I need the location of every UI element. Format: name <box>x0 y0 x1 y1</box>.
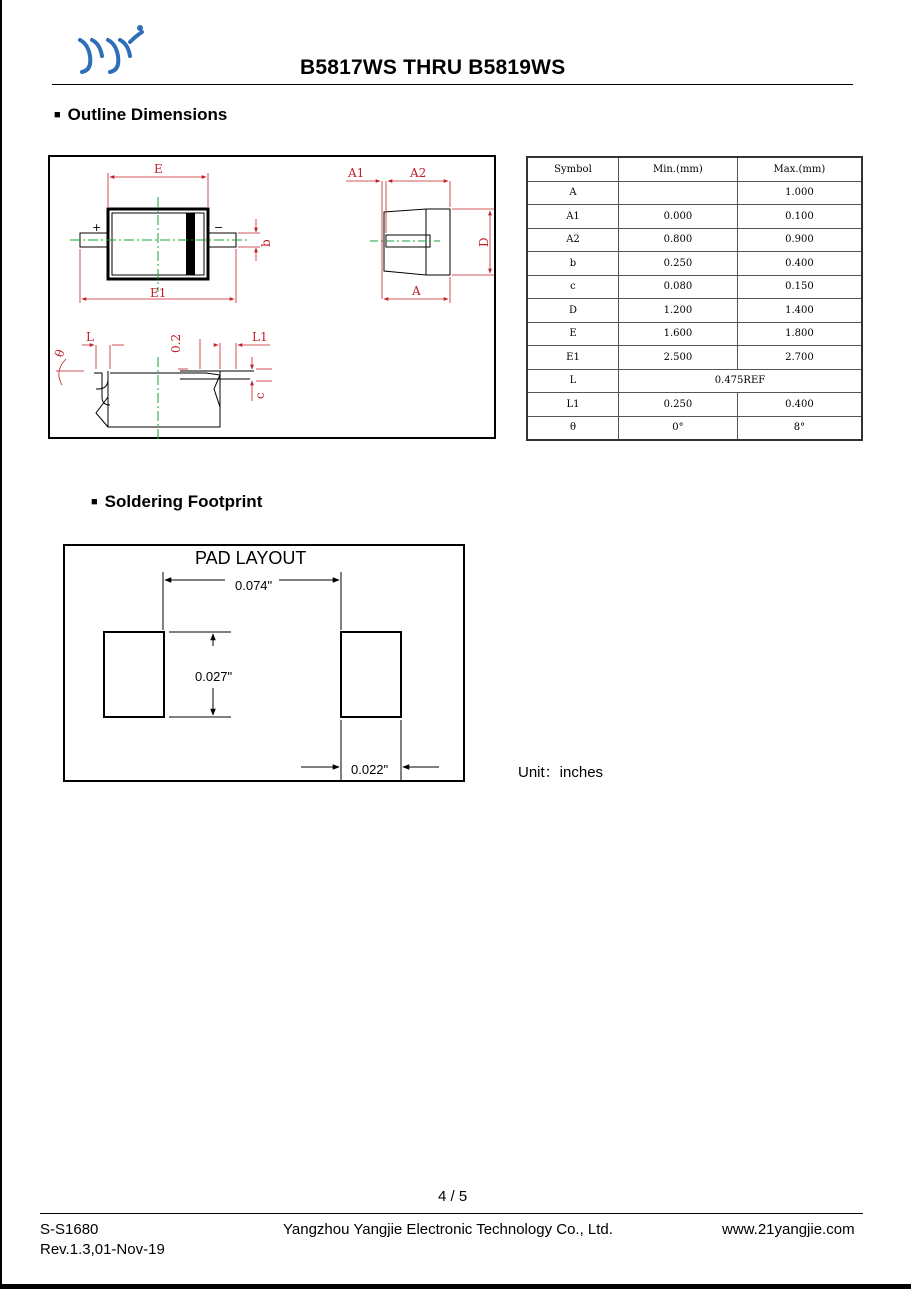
cell-min: 0.080 <box>618 275 737 299</box>
dim-L1-label: L1 <box>252 330 268 344</box>
header-max: Max.(mm) <box>737 157 862 181</box>
dim-theta-label: θ <box>52 347 68 360</box>
website-link[interactable]: www.21yangjie.com <box>722 1221 855 1238</box>
bullet-square-icon: ■ <box>91 496 98 508</box>
cell-max: 1.800 <box>737 322 862 346</box>
pitch-label: 0.074" <box>235 578 273 593</box>
cell-min: 0.800 <box>618 228 737 252</box>
footer-rule <box>40 1213 863 1214</box>
cell-max: 8° <box>737 416 862 440</box>
pad-layout-title: PAD LAYOUT <box>195 548 307 568</box>
page-number: 4 / 5 <box>438 1188 468 1205</box>
doc-code: S-S1680 <box>40 1221 99 1238</box>
table-row <box>527 346 862 370</box>
table-row <box>527 322 862 346</box>
cell-max: 2.700 <box>737 346 862 370</box>
table-row <box>527 299 862 323</box>
unit-note: Unit：inches <box>518 764 604 781</box>
company-name: Yangzhou Yangjie Electronic Technology Co., Ltd. <box>283 1221 613 1238</box>
cell-max: 1.400 <box>737 299 862 323</box>
cell-symbol: b <box>527 252 618 276</box>
header-min: Min.(mm) <box>618 157 737 181</box>
table-row <box>527 393 862 417</box>
cell-symbol: E <box>527 322 618 346</box>
table-row <box>527 275 862 299</box>
cell-symbol: E1 <box>527 346 618 370</box>
cell-min: 1.600 <box>618 322 737 346</box>
table-row <box>527 205 862 229</box>
dimensions-table <box>526 156 863 441</box>
cell-symbol: A2 <box>527 228 618 252</box>
cell-symbol: c <box>527 275 618 299</box>
top-view <box>70 173 260 303</box>
cell-symbol: L <box>527 369 618 393</box>
lead-view <box>56 339 272 439</box>
pad-right <box>341 632 401 717</box>
dim-A2-label: A2 <box>410 166 427 180</box>
cell-min: 1.200 <box>618 299 737 323</box>
cell-max: 0.400 <box>737 393 862 417</box>
pad-layout-drawing <box>63 544 465 782</box>
dim-D-label: D <box>477 237 491 247</box>
dim-c-label: c <box>253 392 267 399</box>
footprint-heading: ■ Soldering Footprint <box>91 492 263 511</box>
cell-symbol: A1 <box>527 205 618 229</box>
cell-symbol: A <box>527 181 618 205</box>
anode-plus-label: + <box>92 221 102 234</box>
cell-max: 0.900 <box>737 228 862 252</box>
dim-L-label: L <box>86 330 94 344</box>
dim-b-label: b <box>259 239 273 247</box>
document-title: B5817WS THRU B5819WS <box>300 56 566 79</box>
header-rule <box>52 84 853 85</box>
table-row <box>527 228 862 252</box>
cell-min <box>618 181 737 205</box>
pad-left <box>104 632 164 717</box>
dim-A1-label: A1 <box>348 166 365 180</box>
cell-symbol: D <box>527 299 618 323</box>
pad-height-label: 0.027" <box>195 669 233 684</box>
dim-E1-label: E1 <box>150 286 167 300</box>
cell-symbol: L1 <box>527 393 618 417</box>
company-logo-icon <box>70 22 150 78</box>
cell-min: 2.500 <box>618 346 737 370</box>
cell-min: 0° <box>618 416 737 440</box>
cell-min: 0.250 <box>618 252 737 276</box>
table-row <box>527 181 862 205</box>
revision: Rev.1.3,01-Nov-19 <box>40 1241 165 1258</box>
page-border-bottom <box>0 1284 911 1289</box>
cathode-minus-label: − <box>214 221 224 234</box>
cell-min: 0.250 <box>618 393 737 417</box>
cell-max: 0.150 <box>737 275 862 299</box>
dim-E-label: E <box>154 162 163 176</box>
table-row <box>527 369 862 393</box>
cell-max: 0.100 <box>737 205 862 229</box>
bullet-square-icon: ■ <box>54 109 61 121</box>
table-row <box>527 252 862 276</box>
table-row <box>527 416 862 440</box>
cell-max: 0.400 <box>737 252 862 276</box>
pad-width-label: 0.022" <box>351 762 389 777</box>
cell-symbol: θ <box>527 416 618 440</box>
dim-gauge-label: 0.2 <box>169 333 183 353</box>
cell-min: 0.000 <box>618 205 737 229</box>
cell-max: 1.000 <box>737 181 862 205</box>
cell-ref: 0.475REF <box>618 369 862 393</box>
outline-heading: ■ Outline Dimensions <box>54 105 228 124</box>
header-symbol: Symbol <box>527 157 618 181</box>
page-border-left <box>0 0 2 1289</box>
outline-drawing <box>48 155 496 439</box>
dim-A-label: A <box>412 284 421 298</box>
table-header-row <box>527 157 862 181</box>
